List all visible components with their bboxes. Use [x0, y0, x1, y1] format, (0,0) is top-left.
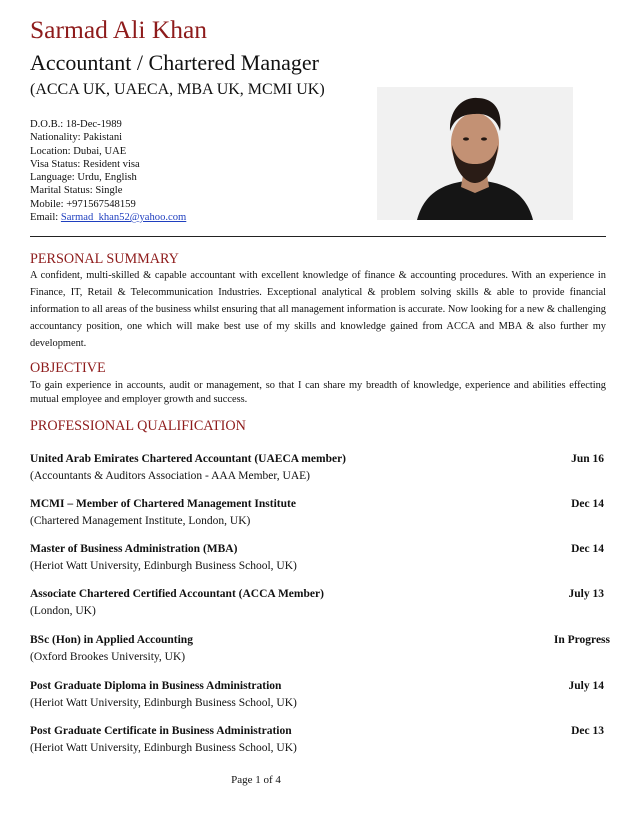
detail-visa: Visa Status: Resident visa — [30, 158, 140, 170]
personal-summary-heading: PERSONAL SUMMARY — [30, 251, 179, 267]
qualification-item: BSc (Hon) in Applied Accounting In Progress (Oxford Brookes University, UK) — [30, 634, 610, 663]
candidate-name: Sarmad Ali Khan — [30, 15, 208, 44]
qualification-item: Master of Business Administration (MBA) Dec 14 (Heriot Watt University, Edinburgh Business School, UK) — [30, 543, 604, 572]
detail-email: Email: Sarmad_khan52@yahoo.com — [30, 212, 187, 224]
job-title: Accountant / Chartered Manager — [30, 50, 319, 75]
detail-marital-status: Marital Status: Single — [30, 185, 123, 197]
credentials: (ACCA UK, UAECA, MBA UK, MCMI UK) — [30, 81, 325, 98]
personal-details — [30, 118, 186, 224]
detail-nationality: Nationality: Pakistani — [30, 132, 123, 144]
detail-dob: D.O.B.: 18-Dec-1989 — [30, 119, 122, 130]
personal-summary-text: A confident, multi-skilled & capable accountant with excellent knowledge of finance & accounting procedures. With an experience in Finance, IT, Retail & Telecommunication Industries. Exceptional analytical & problem solving skills & able to provide financial information to all areas of the business whilst ensuring that all management information is accurate. Now looking for a new & challenging accountancy position, one which will make best use of my skills and knowledge gained from ACCA and MBA & also further my development. — [30, 270, 606, 349]
objective-text: To gain experience in accounts, audit or management, so that I can share my breadth of knowledge, experience and abilities effecting mutual employee and employer growth and success. — [30, 380, 606, 405]
objective-heading: OBJECTIVE — [30, 360, 106, 376]
qualification-item: United Arab Emirates Chartered Accountant (UAECA member) Jun 16 (Accountants & Auditors Association - AAA Member, UAE) — [30, 453, 604, 482]
qualification-item: Post Graduate Diploma in Business Administration July 14 (Heriot Watt University, Edinburgh Business School, UK) — [30, 680, 604, 709]
profile-photo — [377, 87, 573, 220]
page-number: Page 1 of 4 — [231, 774, 281, 786]
qualification-item: MCMI – Member of Chartered Management Institute Dec 14 (Chartered Management Institute, London, UK) — [30, 498, 604, 527]
header-divider — [30, 236, 606, 237]
qualification-heading: PROFESSIONAL QUALIFICATION — [30, 418, 246, 434]
detail-mobile: Mobile: +971567548159 — [30, 198, 136, 210]
qualification-item: Post Graduate Certificate in Business Administration Dec 13 (Heriot Watt University, Edinburgh Business School, UK) — [30, 725, 604, 754]
detail-location: Location: Dubai, UAE — [30, 145, 127, 157]
qualification-item: Associate Chartered Certified Accountant (ACCA Member) July 13 (London, UK) — [30, 588, 604, 617]
detail-language: Language: Urdu, English — [30, 172, 137, 184]
email-link[interactable]: Sarmad_khan52@yahoo.com — [60, 212, 187, 224]
